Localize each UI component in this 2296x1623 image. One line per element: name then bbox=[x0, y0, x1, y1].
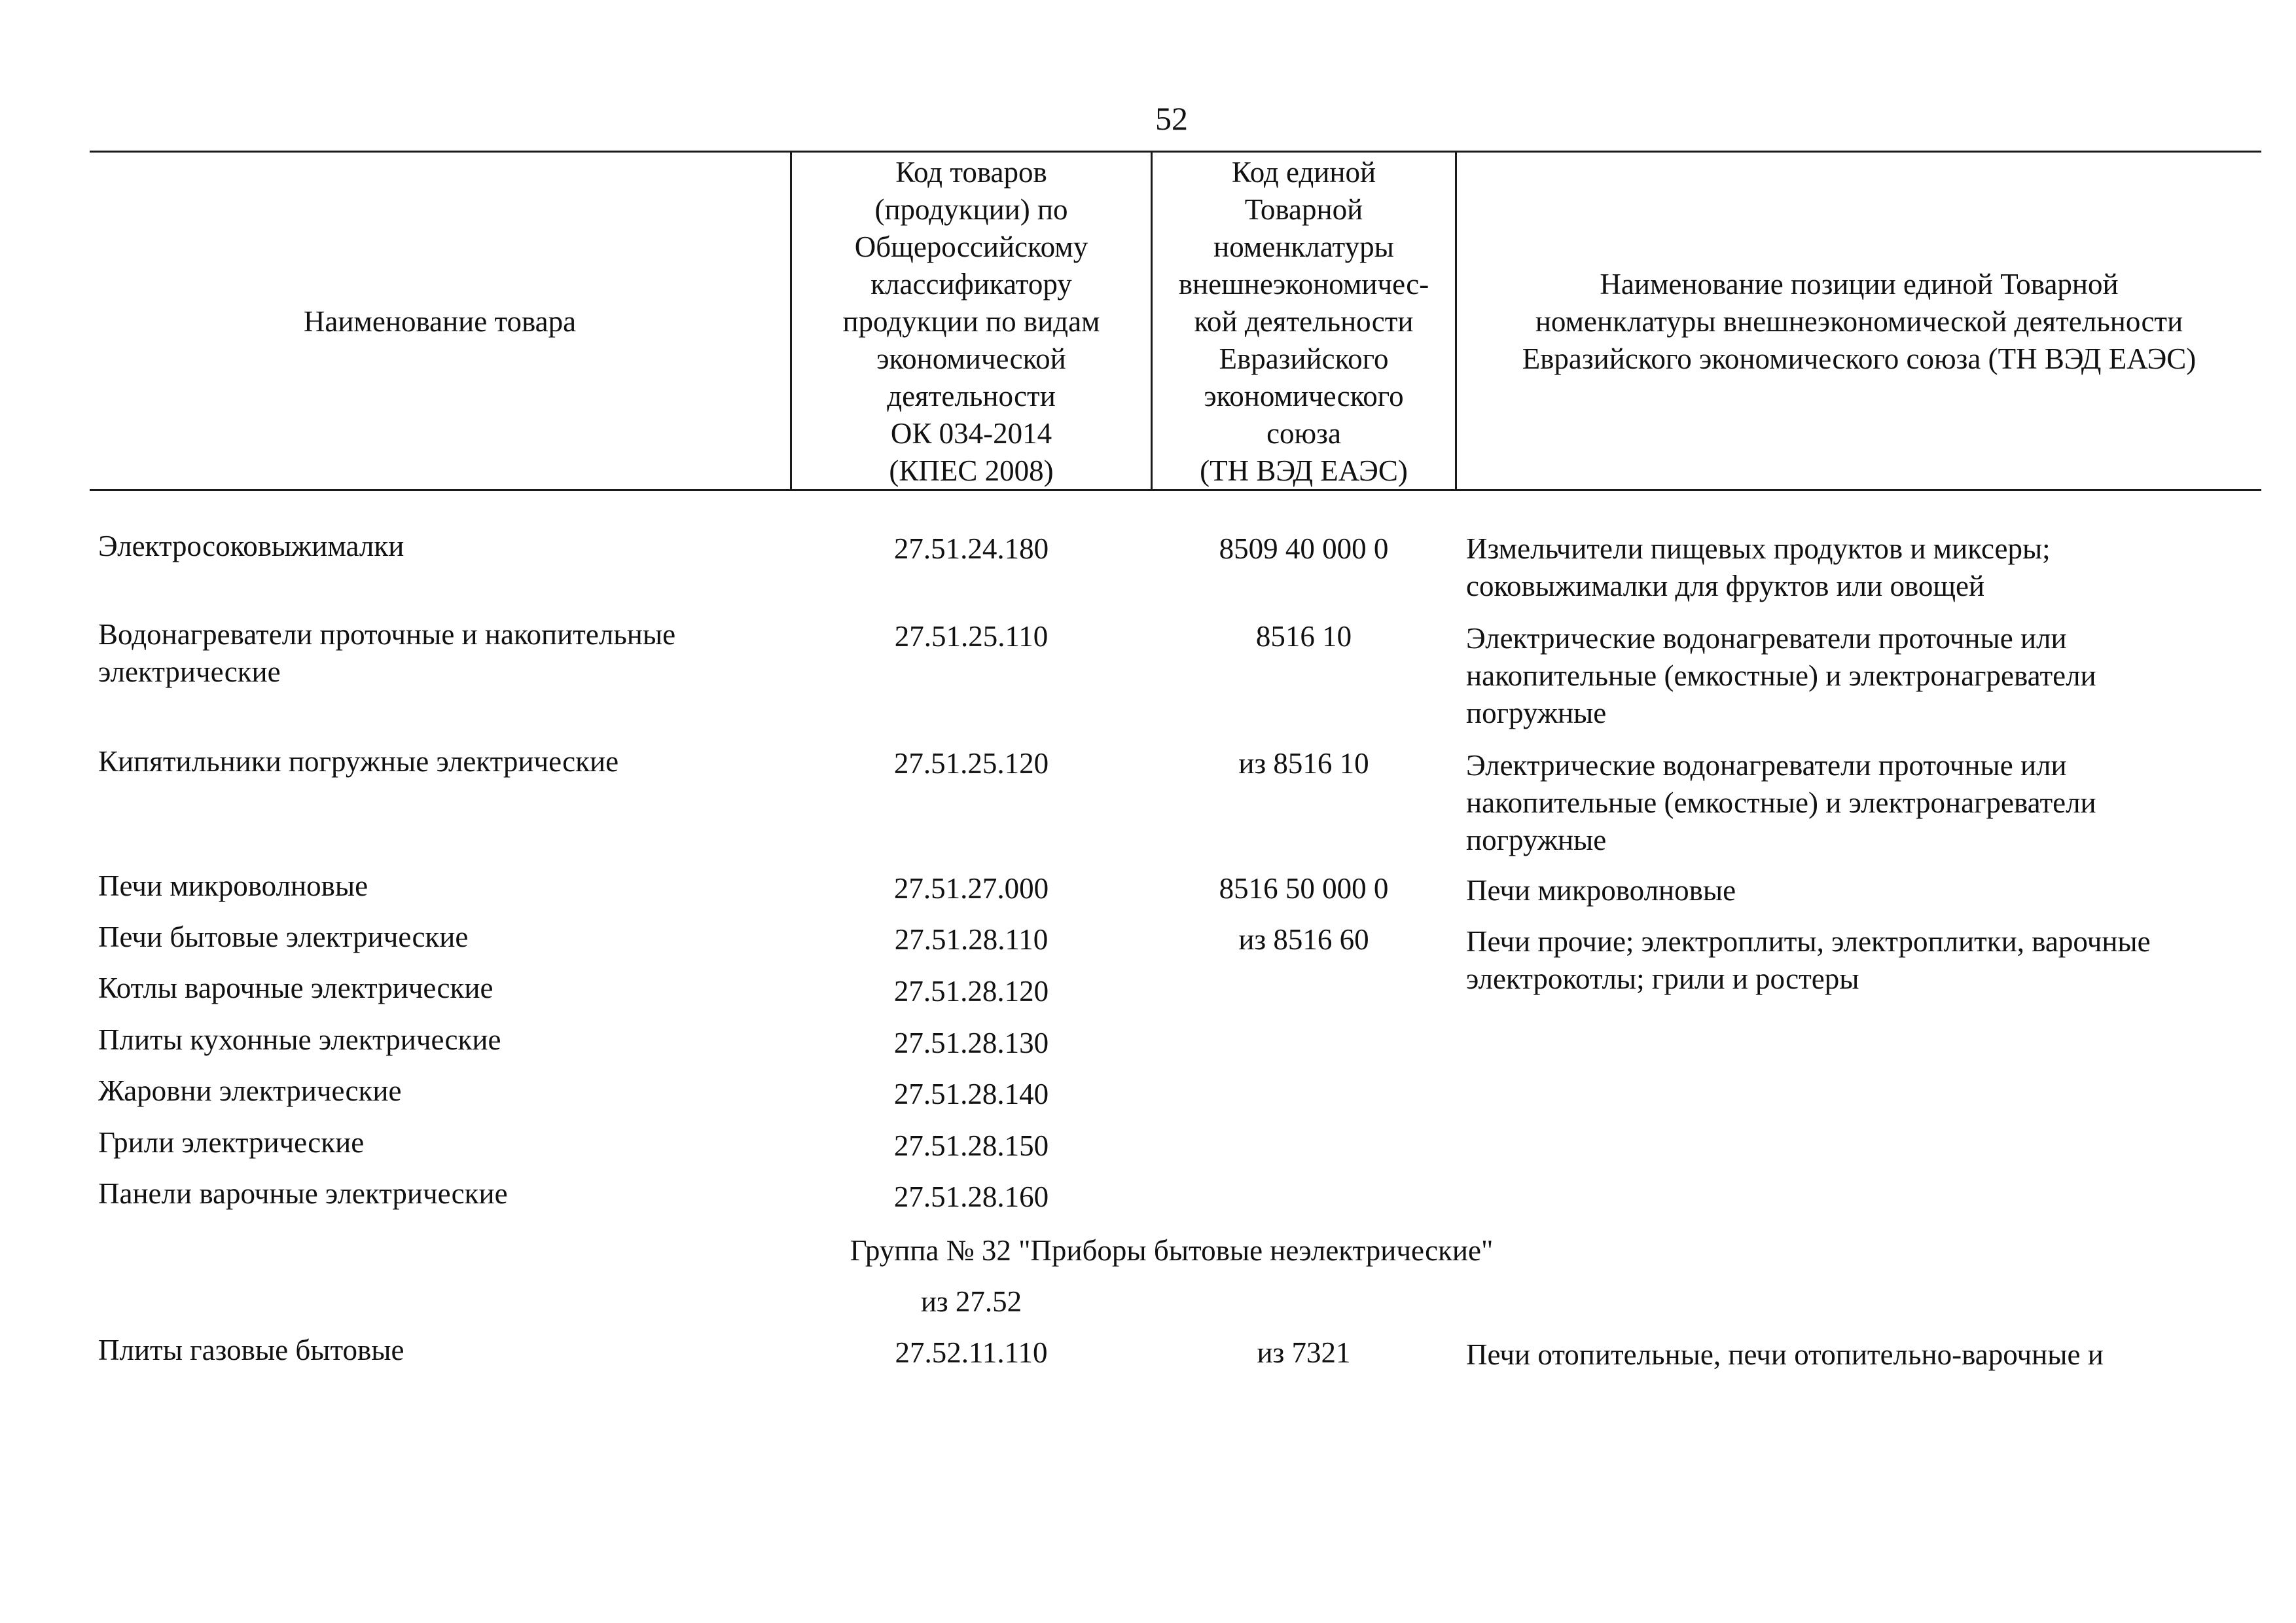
okpd-code: 27.51.25.110 bbox=[894, 620, 1049, 653]
tnved-description: Печи микроволновые bbox=[1466, 874, 1736, 907]
header-okpd-code: Код товаров (продукции) по Общероссийскому классификатору продукции по видам экономической деятельности ОК 034-2014 (КПЕС 2008) bbox=[842, 155, 1100, 487]
group-title: Группа № 32 "Приборы бытовые неэлектрические" bbox=[850, 1234, 1494, 1267]
header-tnved-description: Наименование позиции единой Товарной номенклатуры внешнеэкономической деятельности Евразийского экономического союза (ТН ВЭД ЕАЭС) bbox=[1522, 267, 2197, 375]
product-name: Жаровни электрические bbox=[98, 1074, 402, 1107]
product-name: Кипятильники погружные электрические bbox=[98, 745, 619, 778]
product-name: Панели варочные электрические bbox=[98, 1177, 508, 1210]
tnved-description: Печи отопительные, печи отопительно-варочные и bbox=[1466, 1338, 2104, 1371]
tnved-code: 8509 40 000 0 bbox=[1219, 532, 1389, 565]
okpd-code: 27.51.27.000 bbox=[893, 872, 1049, 905]
page-number: 52 bbox=[1155, 100, 1188, 137]
header-bottom-rule bbox=[90, 489, 2261, 491]
tnved-code: из 8516 10 bbox=[1238, 747, 1369, 780]
product-name: Плиты газовые бытовые bbox=[98, 1334, 404, 1366]
tnved-code: из 7321 bbox=[1257, 1336, 1351, 1369]
group-code: из 27.52 bbox=[920, 1285, 1022, 1318]
tnved-description: Измельчители пищевых продуктов и миксеры; соковыжималки для фруктов или овощей bbox=[1466, 532, 2051, 602]
tnved-description: Печи прочие; электроплиты, электроплитки, варочные электрокотлы; грили и ростеры bbox=[1466, 925, 2151, 995]
tnved-code: 8516 10 bbox=[1255, 620, 1352, 653]
table-top-rule bbox=[90, 151, 2261, 153]
okpd-code: 27.51.28.160 bbox=[893, 1180, 1049, 1213]
product-name: Печи бытовые электрические bbox=[98, 921, 469, 953]
product-name: Грили электрические bbox=[98, 1126, 365, 1159]
okpd-code: 27.51.28.110 bbox=[894, 923, 1049, 956]
okpd-code: 27.51.25.120 bbox=[893, 747, 1049, 780]
product-name: Котлы варочные электрические bbox=[98, 972, 493, 1004]
tnved-code: из 8516 60 bbox=[1238, 923, 1369, 956]
tnved-code: 8516 50 000 0 bbox=[1219, 872, 1389, 905]
product-name: Электросоковыжималки bbox=[98, 530, 404, 562]
header-tnved-code: Код единой Товарной номенклатуры внешнеэкономичес- кой деятельности Евразийского экономического союза (ТН ВЭД ЕАЭС) bbox=[1178, 155, 1429, 487]
header-product-name: Наименование товара bbox=[303, 304, 577, 338]
okpd-code: 27.51.28.140 bbox=[893, 1078, 1049, 1110]
product-name: Печи микроволновые bbox=[98, 869, 368, 902]
okpd-code: 27.51.28.150 bbox=[893, 1129, 1049, 1162]
tnved-description: Электрические водонагреватели проточные или накопительные (емкостные) и электронагреватели погружные bbox=[1466, 749, 2096, 856]
product-name: Плиты кухонные электрические bbox=[98, 1023, 501, 1056]
okpd-code: 27.51.28.130 bbox=[893, 1027, 1049, 1059]
okpd-code: 27.51.28.120 bbox=[893, 975, 1049, 1008]
okpd-code: 27.52.11.110 bbox=[895, 1336, 1048, 1369]
tnved-description: Электрические водонагреватели проточные или накопительные (емкостные) и электронагреватели погружные bbox=[1466, 622, 2096, 729]
okpd-code: 27.51.24.180 bbox=[893, 532, 1049, 565]
product-name: Водонагреватели проточные и накопительные электрические bbox=[98, 618, 676, 688]
